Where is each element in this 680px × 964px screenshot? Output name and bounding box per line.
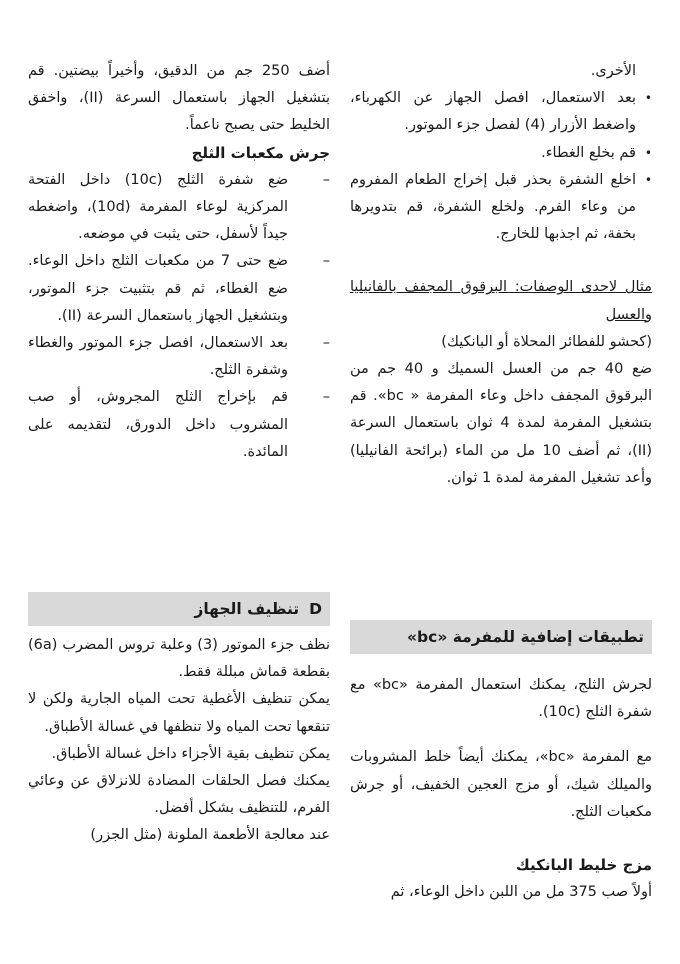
bullet-icon: • xyxy=(644,91,652,106)
bullet-icon: • xyxy=(644,145,652,160)
dash-icon: – xyxy=(322,253,330,270)
bullet-text: قم بخلع الغطاء. xyxy=(541,144,636,161)
example-heading: مثال لاحدى الوصفات: البرقوق المجفف بالفانيليا والعسل xyxy=(350,279,652,323)
pancake-heading: مزج خليط البانكيك xyxy=(516,856,652,875)
section-title-text: تنظيف الجهاز xyxy=(194,600,300,618)
example-body: ضع 40 جم من العسل السميك و 40 جم من البرقوق المجفف داخل وعاء المفرمة « bc». قم بتشغيل المفرمة لمدة 4 ثوان باستعمال السرعة (II)، ثم أضف 10 مل من الماء (برائحة الفانيليا) وأعد تشغيل المفرمة لمدة 1 ثوان. xyxy=(350,361,653,486)
intro-paragraph: أضف 250 جم من الدقيق، وأخيراً بيضتين. قم بتشغيل الجهاز باستعمال السرعة (II)، واخفق الخليط حتى يصبح ناعماً. xyxy=(28,63,330,134)
bullet-item xyxy=(350,140,652,167)
cleaning-paragraph: يمكن تنظيف الأغطية تحت المياه الجارية ولكن لا تنقعها تحت المياه ولا تنظفها في غسالة الأطباق. xyxy=(28,691,330,735)
right-column-lower xyxy=(350,620,652,906)
step-item xyxy=(28,248,330,330)
step-text: قم بإخراج الثلج المجروش، أو صب المشروب داخل الدورق، لتقديمه على المائدة. xyxy=(28,389,288,460)
section-title-cleaning xyxy=(28,592,330,626)
cleaning-paragraph: عند معالجة الأطعمة الملونة (مثل الجزر) xyxy=(90,827,330,844)
step-text: ضع حتى 7 من مكعبات الثلج داخل الوعاء. ضع الغطاء، ثم قم بتثبيت جزء الموتور، وبتشغيل الجهاز باستعمال السرعة (II). xyxy=(28,253,288,324)
bullet-text: الأخرى. xyxy=(590,63,636,79)
dash-icon: – xyxy=(322,335,330,352)
bullet-item xyxy=(350,85,652,139)
step-item xyxy=(28,330,330,384)
step-text: بعد الاستعمال، افصل جزء الموتور والغطاء وشفرة الثلج. xyxy=(28,335,288,379)
example-subtitle: (كحشو للفطائر المحلاة أو البانكيك) xyxy=(441,333,652,350)
left-column-lower xyxy=(28,592,330,850)
bullet-item xyxy=(350,167,652,249)
apps-paragraph: لجرش الثلج، يمكنك استعمال المفرمة «bc» مع شفرة الثلج (10c). xyxy=(350,677,652,721)
cleaning-paragraph: نظف جزء الموتور (3) وعلبة تروس المضرب (6a) بقطعة قماش مبللة فقط. xyxy=(28,637,330,681)
apps-paragraph: مع المفرمة «bc»، يمكنك أيضاً خلط المشروبات والميلك شيك، أو مزج العجين الخفيف، أو جرش مكعبات الثلج. xyxy=(350,749,653,820)
section-letter: D xyxy=(309,600,322,618)
bullet-text: اخلع الشفرة بحذر قبل إخراج الطعام المفروم من وعاء الفرم. ولخلع الشفرة، قم بتدويرها بخفة، ثم اجذبها للخارج. xyxy=(350,171,636,243)
right-column xyxy=(350,58,652,492)
step-item xyxy=(28,384,330,466)
cleaning-paragraph: يمكنك فصل الحلقات المضادة للانزلاق عن وعائي الفرم، للتنظيف بشكل أفضل. xyxy=(28,773,330,817)
dash-icon: – xyxy=(322,389,330,406)
pancake-body: أولاً صب 375 مل من اللبن داخل الوعاء، ثم xyxy=(390,884,652,901)
step-text: ضع شفرة الثلج (10c) داخل الفتحة المركزية لوعاء المفرمة (10d)، واضغطه جيداً لأسفل، حتى يثبت في موضعه. xyxy=(28,171,289,243)
bullet-icon: • xyxy=(644,172,652,187)
step-item xyxy=(28,167,330,249)
cleaning-paragraph: يمكن تنظيف بقية الأجزاء داخل غسالة الأطباق. xyxy=(51,745,330,762)
section-title-additional-apps: تطبيقات إضافية للمفرمة «bc» xyxy=(350,620,652,654)
ice-heading: جرش مكعبات الثلج xyxy=(191,143,330,162)
dash-icon: – xyxy=(322,171,330,188)
bullet-item xyxy=(350,58,652,85)
bullet-text: بعد الاستعمال، افصل الجهاز عن الكهرباء، واضغط الأزرار (4) لفصل جزء الموتور. xyxy=(350,90,636,134)
left-column xyxy=(28,58,330,466)
